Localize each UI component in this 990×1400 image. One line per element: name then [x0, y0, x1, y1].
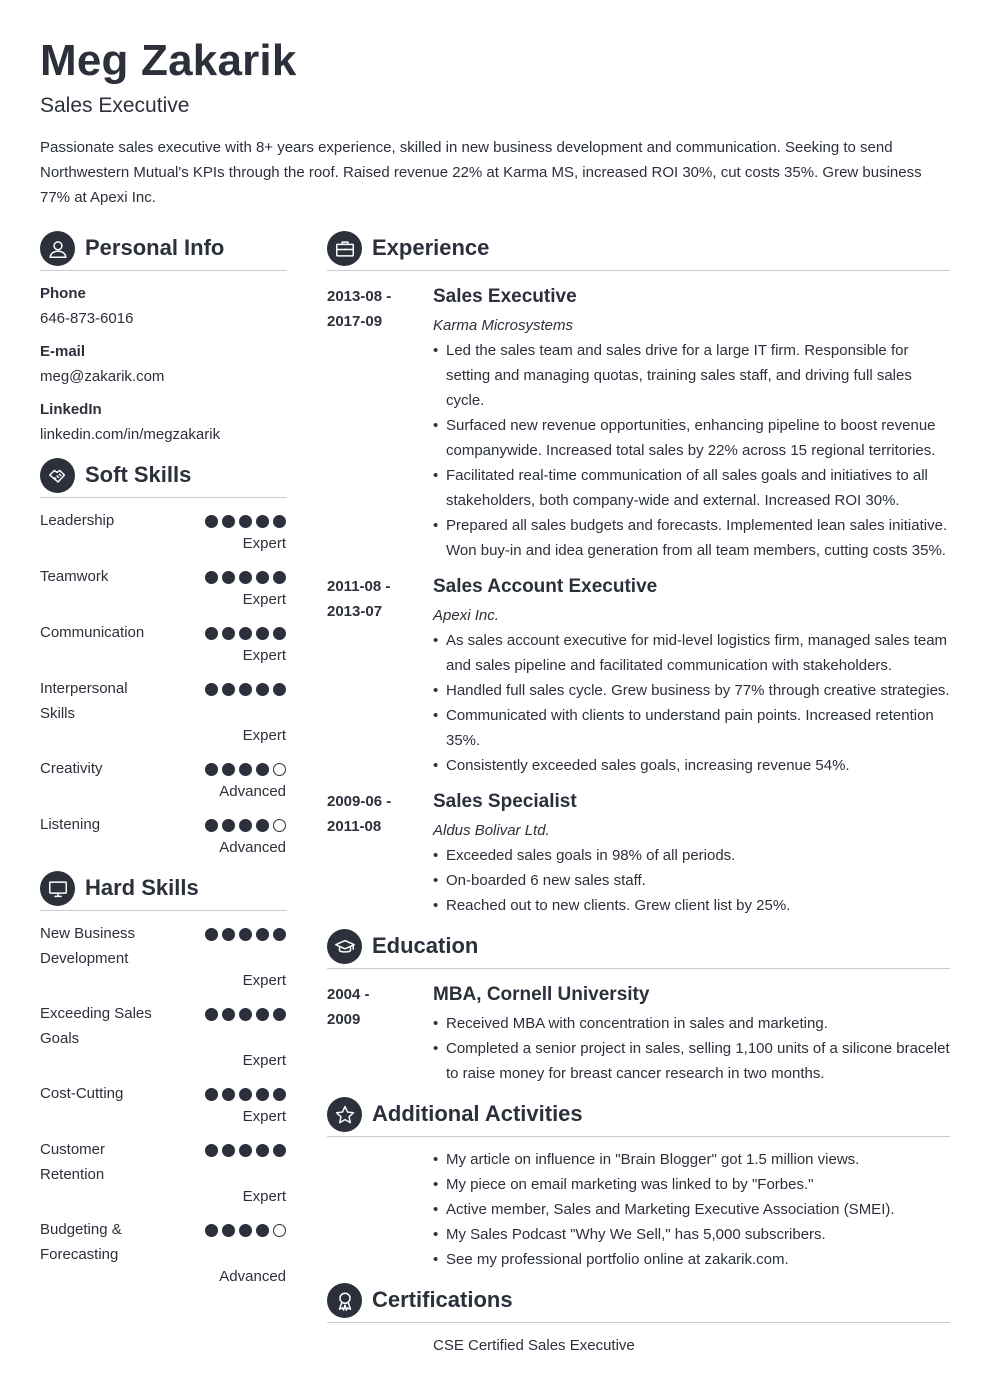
- list-item: • On-boarded 6 new sales staff.: [433, 868, 953, 893]
- summary: Passionate sales executive with 8+ years experience, skilled in new business development and communication. Seeking to send Northwestern Mutual's KPIs through the roof. Raised revenue 22% at Karma MS, increased ROI 30%, cut costs 35%. Grew business 77% at Apexi Inc.: [40, 139, 922, 206]
- education-date-end: 2009: [327, 1011, 361, 1028]
- skill-rating: [205, 928, 286, 941]
- rating-dot-filled: [239, 1008, 252, 1021]
- job-company: Aldus Bolivar Ltd.: [433, 822, 550, 839]
- skill-level: Expert: [242, 1108, 286, 1125]
- rating-dot-filled: [205, 763, 218, 776]
- phone-label: Phone: [40, 285, 86, 302]
- hard-skills-header: [40, 870, 287, 911]
- job-bullets: [433, 628, 953, 778]
- list-item: • My article on influence in "Brain Blogger" got 1.5 million views.: [433, 1147, 953, 1172]
- rating-dot-filled: [273, 1088, 286, 1101]
- job-role: Sales Specialist: [433, 791, 577, 812]
- skill-rating: [205, 819, 286, 832]
- list-item: • Exceeded sales goals in 98% of all periods.: [433, 843, 953, 868]
- rating-dot-filled: [256, 571, 269, 584]
- skill-rating: [205, 763, 286, 776]
- skill-rating: [205, 1224, 286, 1237]
- rating-dot-filled: [222, 1224, 235, 1237]
- rating-dot-filled: [222, 819, 235, 832]
- rating-dot-filled: [239, 571, 252, 584]
- skill-name: Customer Retention: [40, 1141, 106, 1183]
- rating-dot-filled: [273, 1008, 286, 1021]
- rating-dot-empty: [273, 819, 286, 832]
- job-date: [327, 284, 417, 334]
- graduation-cap-icon: [327, 929, 362, 964]
- skill-name: Creativity: [40, 760, 103, 777]
- linkedin-label: LinkedIn: [40, 401, 102, 418]
- list-item: • Handled full sales cycle. Grew business by 77% through creative strategies.: [433, 678, 953, 703]
- rating-dot-filled: [273, 928, 286, 941]
- job-date-start: 2013-08 -: [327, 288, 392, 305]
- rating-dot-filled: [205, 683, 218, 696]
- rating-dot-filled: [256, 1088, 269, 1101]
- rating-dot-filled: [205, 515, 218, 528]
- job-bullets: [433, 338, 953, 563]
- list-item: • See my professional portfolio online at zakarik.com.: [433, 1247, 953, 1272]
- person-icon: [40, 231, 75, 266]
- skill-level: Expert: [242, 647, 286, 664]
- experience-header: [327, 230, 950, 271]
- rating-dot-filled: [205, 928, 218, 941]
- job-date-end: 2011-08: [327, 818, 382, 835]
- skill-level: Expert: [242, 1052, 286, 1069]
- rating-dot-filled: [222, 763, 235, 776]
- rating-dot-filled: [239, 1224, 252, 1237]
- activities-header: [327, 1096, 950, 1137]
- skill-level: Expert: [242, 535, 286, 552]
- list-item: • Prepared all sales budgets and forecasts. Implemented lean sales initiative. Won buy-in and idea generation from all team members, cutting costs 35%.: [433, 513, 953, 563]
- email-value[interactable]: meg@zakarik.com: [40, 368, 165, 385]
- job-role: Sales Executive: [433, 286, 577, 307]
- list-item: • Consistently exceeded sales goals, increasing revenue 54%.: [433, 753, 953, 778]
- skill-name: Interpersonal Skills: [40, 680, 128, 722]
- rating-dot-filled: [239, 627, 252, 640]
- job-date: [327, 574, 417, 624]
- briefcase-icon: [327, 231, 362, 266]
- list-item: • Communicated with clients to understand pain points. Increased retention 35%.: [433, 703, 953, 753]
- email-label: E-mail: [40, 343, 86, 360]
- skill-rating: [205, 1144, 286, 1157]
- list-item: • Reached out to new clients. Grew client list by 25%.: [433, 893, 953, 918]
- rating-dot-filled: [273, 683, 286, 696]
- rating-dot-filled: [222, 515, 235, 528]
- rating-dot-filled: [205, 1088, 218, 1101]
- rating-dot-filled: [205, 1224, 218, 1237]
- rating-dot-filled: [256, 627, 269, 640]
- rating-dot-filled: [205, 819, 218, 832]
- list-item: • Received MBA with concentration in sales and marketing.: [433, 1011, 953, 1036]
- skill-level: Expert: [242, 727, 286, 744]
- job-date-start: 2009-06 -: [327, 793, 392, 810]
- experience-title: Experience: [372, 235, 490, 260]
- rating-dot-filled: [256, 683, 269, 696]
- rating-dot-filled: [239, 763, 252, 776]
- hard-skills-title: Hard Skills: [85, 875, 199, 900]
- rating-dot-filled: [239, 1144, 252, 1157]
- handshake-icon: [40, 458, 75, 493]
- rating-dot-filled: [222, 627, 235, 640]
- education-date: [327, 982, 417, 1032]
- rating-dot-filled: [256, 515, 269, 528]
- rating-dot-filled: [205, 1008, 218, 1021]
- skill-name: Leadership: [40, 512, 115, 529]
- education-title: Education: [372, 933, 479, 958]
- job-date-start: 2011-08 -: [327, 578, 391, 595]
- list-item: • Facilitated real-time communication of all sales goals and initiatives to all stakeholders, both company-wide and external. Increased ROI 30%.: [433, 463, 953, 513]
- rating-dot-filled: [256, 1144, 269, 1157]
- rating-dot-filled: [256, 819, 269, 832]
- rating-dot-filled: [256, 763, 269, 776]
- skill-name: Cost-Cutting: [40, 1085, 124, 1102]
- award-ribbon-icon: [327, 1283, 362, 1318]
- list-item: • Surfaced new revenue opportunities, enhancing pipeline to boost revenue companywide. Increased total sales by 22% across 15 regional territories.: [433, 413, 953, 463]
- rating-dot-filled: [222, 1008, 235, 1021]
- rating-dot-filled: [273, 627, 286, 640]
- job-company: Karma Microsystems: [433, 317, 574, 334]
- skill-rating: [205, 515, 286, 528]
- skill-rating: [205, 627, 286, 640]
- rating-dot-filled: [273, 515, 286, 528]
- list-item: • As sales account executive for mid-level logistics firm, managed sales team and sales pipeline and facilitated communication with stakeholders.: [433, 628, 953, 678]
- job-role: Sales Account Executive: [433, 576, 658, 597]
- rating-dot-filled: [256, 1008, 269, 1021]
- skill-rating: [205, 683, 286, 696]
- list-item: • Active member, Sales and Marketing Executive Association (SMEI).: [433, 1197, 953, 1222]
- job-company: Apexi Inc.: [433, 607, 499, 624]
- skill-level: Expert: [242, 1188, 286, 1205]
- job-date-end: 2017-09: [327, 313, 383, 330]
- rating-dot-filled: [256, 928, 269, 941]
- job-date-end: 2013-07: [327, 603, 383, 620]
- star-icon: [327, 1097, 362, 1132]
- skill-name: Budgeting & Forecasting: [40, 1221, 122, 1263]
- certifications-title: Certifications: [372, 1287, 513, 1312]
- soft-skills-title: Soft Skills: [85, 462, 192, 487]
- certifications-header: [327, 1282, 950, 1323]
- phone-value: 646-873-6016: [40, 310, 134, 327]
- rating-dot-filled: [239, 515, 252, 528]
- skill-name: Teamwork: [40, 568, 109, 585]
- skill-name: New Business Development: [40, 925, 136, 967]
- list-item: • My piece on email marketing was linked to by "Forbes.": [433, 1172, 953, 1197]
- skill-level: Expert: [242, 591, 286, 608]
- skill-level: Advanced: [219, 783, 286, 800]
- skill-rating: [205, 1088, 286, 1101]
- rating-dot-filled: [273, 1144, 286, 1157]
- education-date-start: 2004 -: [327, 986, 370, 1003]
- skill-level: Expert: [242, 972, 286, 989]
- education-header: [327, 928, 950, 969]
- education-degree: MBA, Cornell University: [433, 984, 650, 1005]
- list-item: • Led the sales team and sales drive for a large IT firm. Responsible for setting and managing quotas, training sales staff, and driving full sales cycle.: [433, 338, 953, 413]
- rating-dot-filled: [239, 1088, 252, 1101]
- candidate-name: Meg Zakarik: [40, 36, 297, 85]
- certification-item: CSE Certified Sales Executive: [433, 1337, 635, 1354]
- skill-level: Advanced: [219, 839, 286, 856]
- personal-info-title: Personal Info: [85, 235, 225, 260]
- rating-dot-filled: [256, 1224, 269, 1237]
- rating-dot-filled: [222, 683, 235, 696]
- list-item: • My Sales Podcast "Why We Sell," has 5,000 subscribers.: [433, 1222, 953, 1247]
- rating-dot-filled: [205, 1144, 218, 1157]
- rating-dot-filled: [239, 683, 252, 696]
- skill-level: Advanced: [219, 1268, 286, 1285]
- job-date: [327, 789, 417, 839]
- activities-title: Additional Activities: [372, 1101, 583, 1126]
- soft-skills-header: [40, 457, 287, 498]
- personal-info-header: [40, 230, 287, 271]
- job-bullets: [433, 843, 953, 918]
- rating-dot-filled: [205, 571, 218, 584]
- rating-dot-filled: [222, 928, 235, 941]
- rating-dot-empty: [273, 1224, 286, 1237]
- skill-name: Communication: [40, 624, 145, 641]
- skill-name: Listening: [40, 816, 101, 833]
- rating-dot-filled: [222, 571, 235, 584]
- monitor-icon: [40, 871, 75, 906]
- rating-dot-filled: [239, 819, 252, 832]
- skill-rating: [205, 571, 286, 584]
- education-bullets: [433, 1011, 953, 1086]
- rating-dot-filled: [205, 627, 218, 640]
- rating-dot-filled: [222, 1088, 235, 1101]
- candidate-title: Sales Executive: [40, 94, 190, 117]
- rating-dot-filled: [222, 1144, 235, 1157]
- rating-dot-empty: [273, 763, 286, 776]
- skill-name: Exceeding Sales Goals: [40, 1005, 152, 1047]
- rating-dot-filled: [239, 928, 252, 941]
- skill-rating: [205, 1008, 286, 1021]
- activities-bullets: [433, 1147, 953, 1272]
- linkedin-value[interactable]: linkedin.com/in/megzakarik: [40, 426, 221, 443]
- rating-dot-filled: [273, 571, 286, 584]
- list-item: • Completed a senior project in sales, selling 1,100 units of a silicone bracelet to raise money for breast cancer research in two months.: [433, 1036, 953, 1086]
